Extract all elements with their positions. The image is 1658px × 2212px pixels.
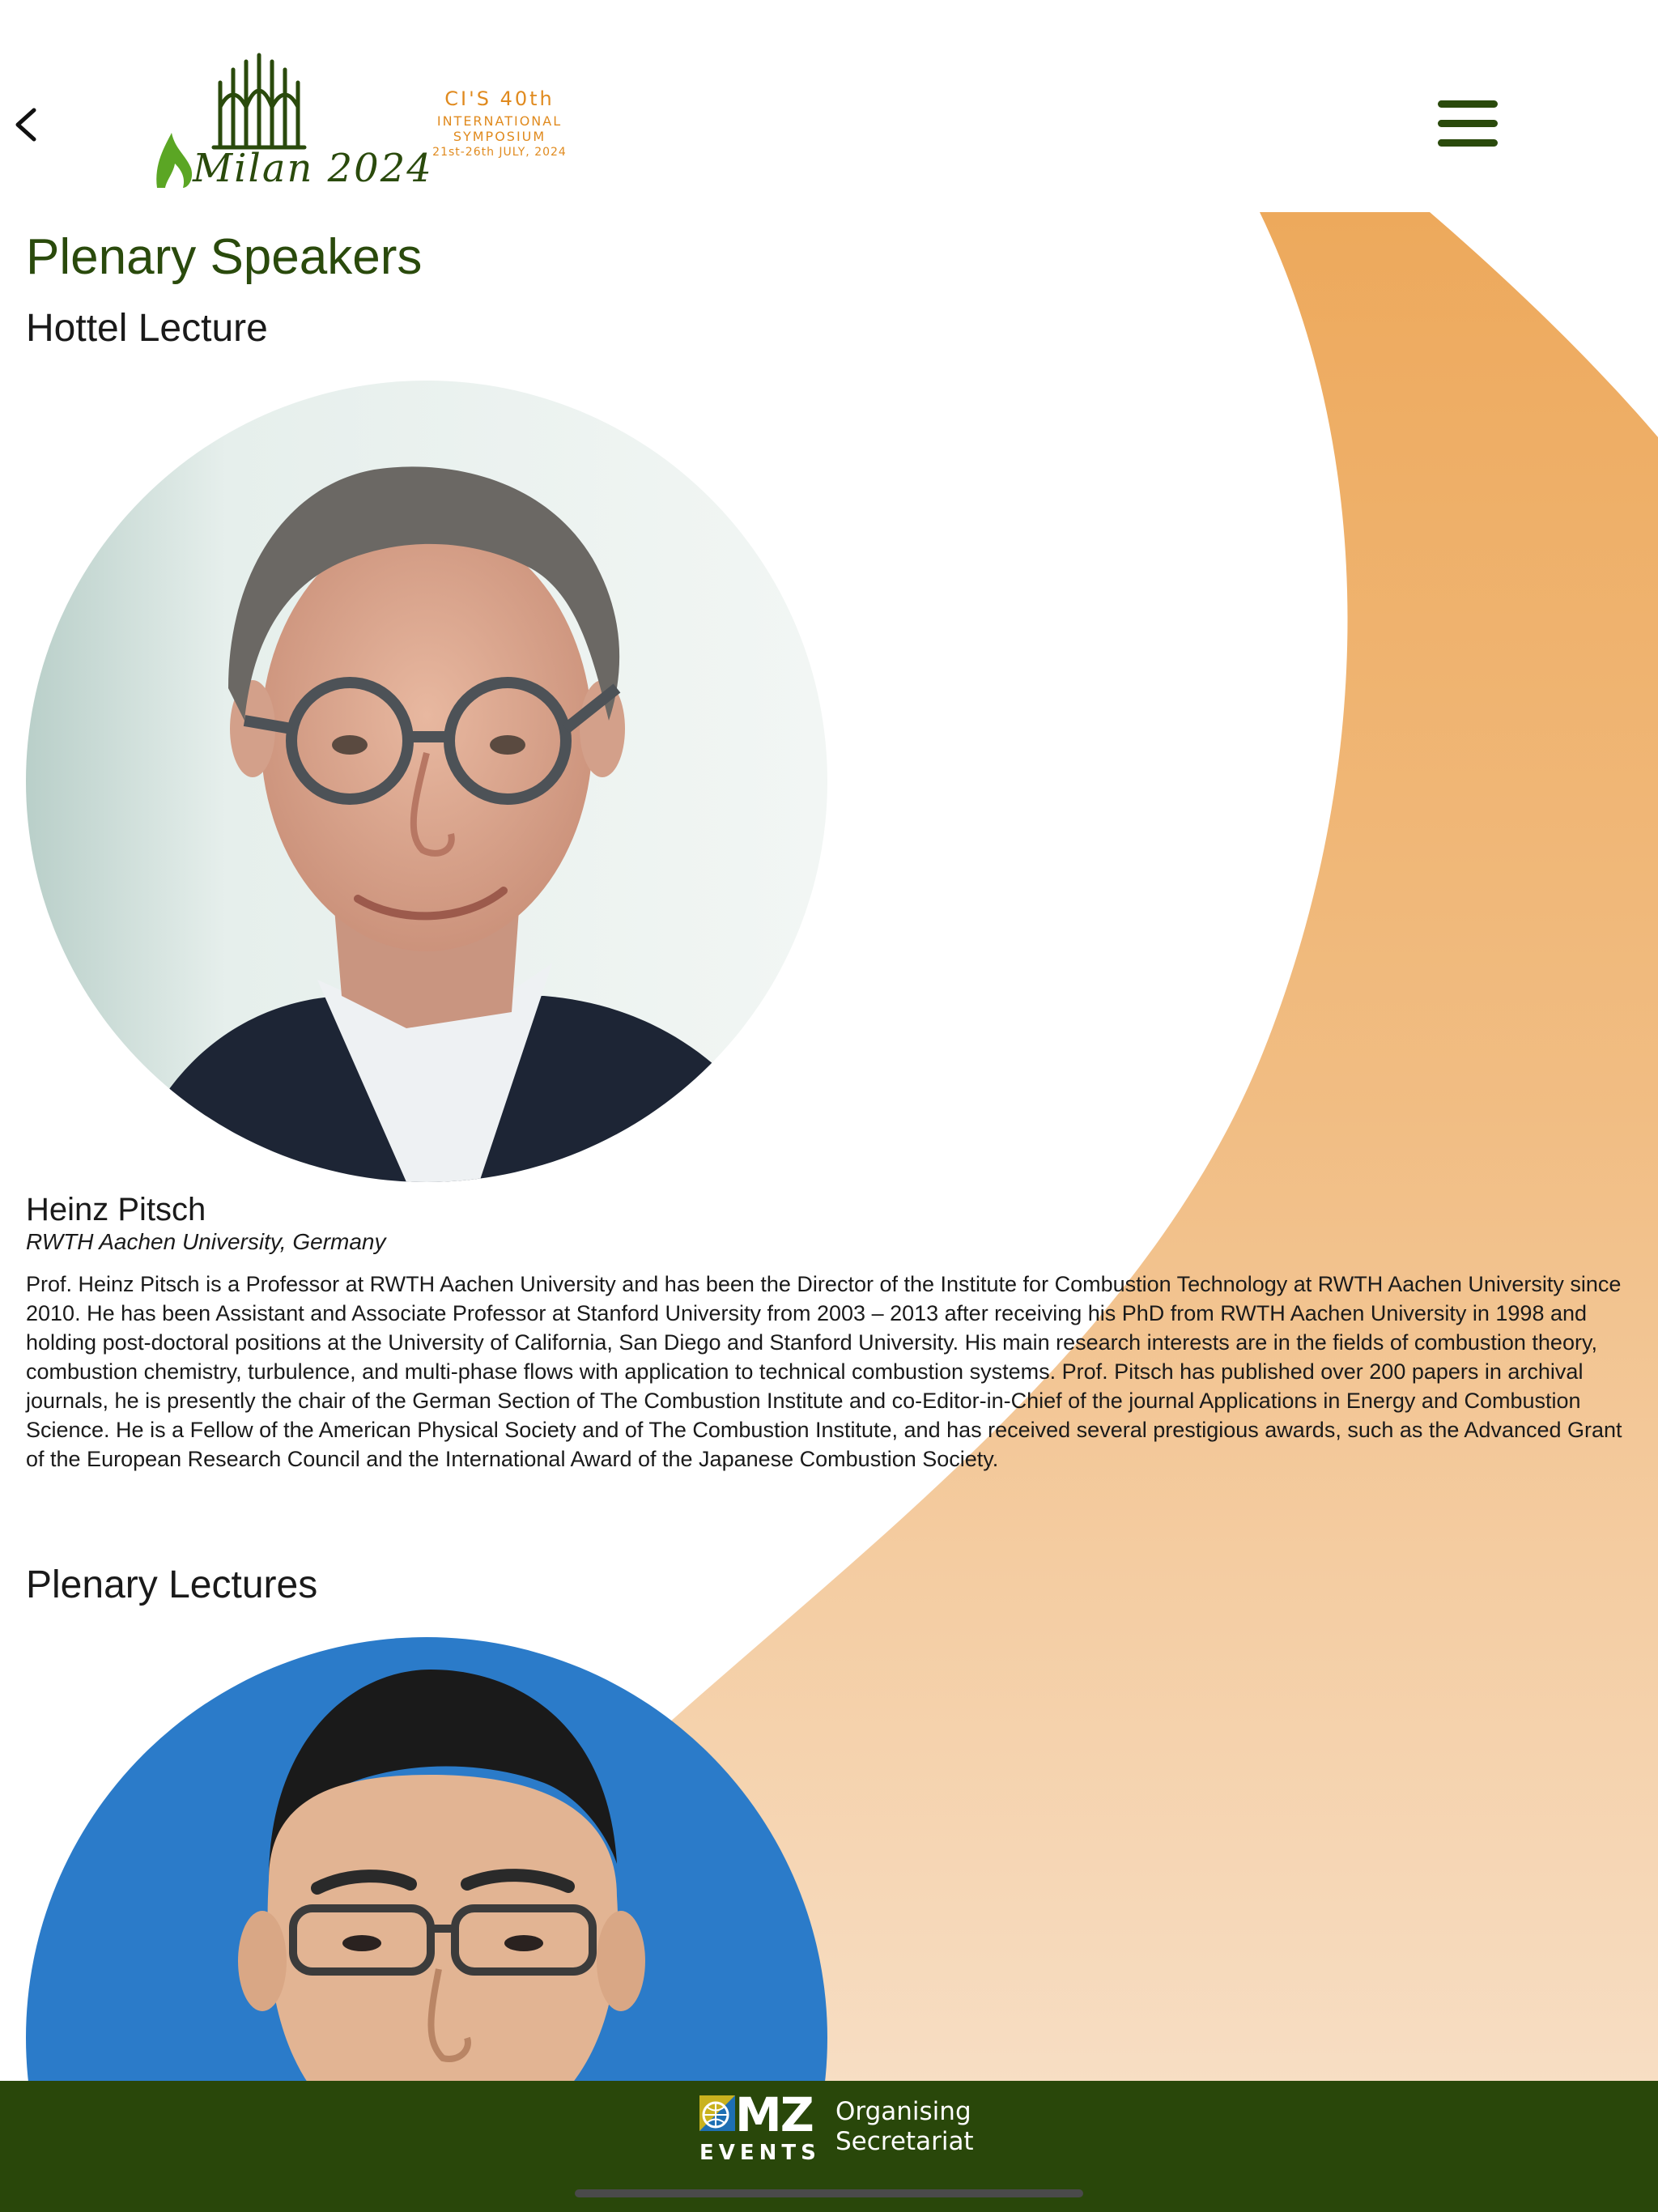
hamburger-menu-icon [1438, 100, 1499, 147]
symposium-subtitle: INTERNATIONAL SYMPOSIUM [436, 113, 563, 144]
organising-secretariat-label [835, 2097, 974, 2157]
globe-icon [699, 2095, 735, 2131]
back-button[interactable] [6, 100, 45, 149]
speaker-affiliation: RWTH Aachen University, Germany [26, 1229, 386, 1254]
section-title-hottel: Hottel Lecture [26, 307, 268, 350]
app-header [0, 0, 1658, 212]
speaker-photo [26, 381, 827, 1182]
home-indicator[interactable] [575, 2189, 1083, 2197]
menu-button[interactable] [1438, 100, 1499, 147]
chevron-left-icon [6, 100, 45, 149]
section-title-plenary: Plenary Lectures [26, 1563, 318, 1606]
mz-logo-text: MZ [735, 2087, 813, 2142]
speaker-portrait [26, 381, 827, 1182]
speaker-bio: Prof. Heinz Pitsch is a Professor at RWTH Aachen University and has been the Director of the Institute for Combustion Technology at RWTH Aachen University since 2010. He has been Assistant and Associate Professor at Stanford University from 2003 – 2013 after receiving his PhD from RWTH Aachen University in 1998 and holding post-doctoral positions at the University of California, San Diego and Stanford University. His main research interests are in the fields of combustion theory, combustion chemistry, turbulence, and multi-phase flows with application to technical combustion systems. Prof. Pitsch has published over 200 papers in archival journals, he is presently the chair of the German Section of The Combustion Institute and co-Editor-in-Chief of the journal Applications in Energy and Combustion Science. He is a Fellow of the American Physical Society and of The Combustion Institute, and has received several prestigious awards, such as the Advanced Grant of the European Research Council and the International Award of the Japanese Combustion Society. [26, 1272, 1622, 1471]
symposium-title: CI'S 40th [444, 87, 555, 110]
symposium-badge [390, 87, 609, 159]
milan-2024-logo [151, 50, 433, 196]
symposium-dates: 21st-26th JULY, 2024 [432, 146, 567, 159]
logo-text: Milan 2024 [193, 146, 433, 191]
mz-logo-subtext: EVENTS [699, 2141, 821, 2165]
speaker-name: Heinz Pitsch [26, 1192, 206, 1227]
page-title: Plenary Speakers [26, 229, 423, 285]
org-line-1: Organising [835, 2097, 971, 2126]
org-line-2: Secretariat [835, 2127, 974, 2156]
mz-events-logo [699, 2087, 821, 2165]
